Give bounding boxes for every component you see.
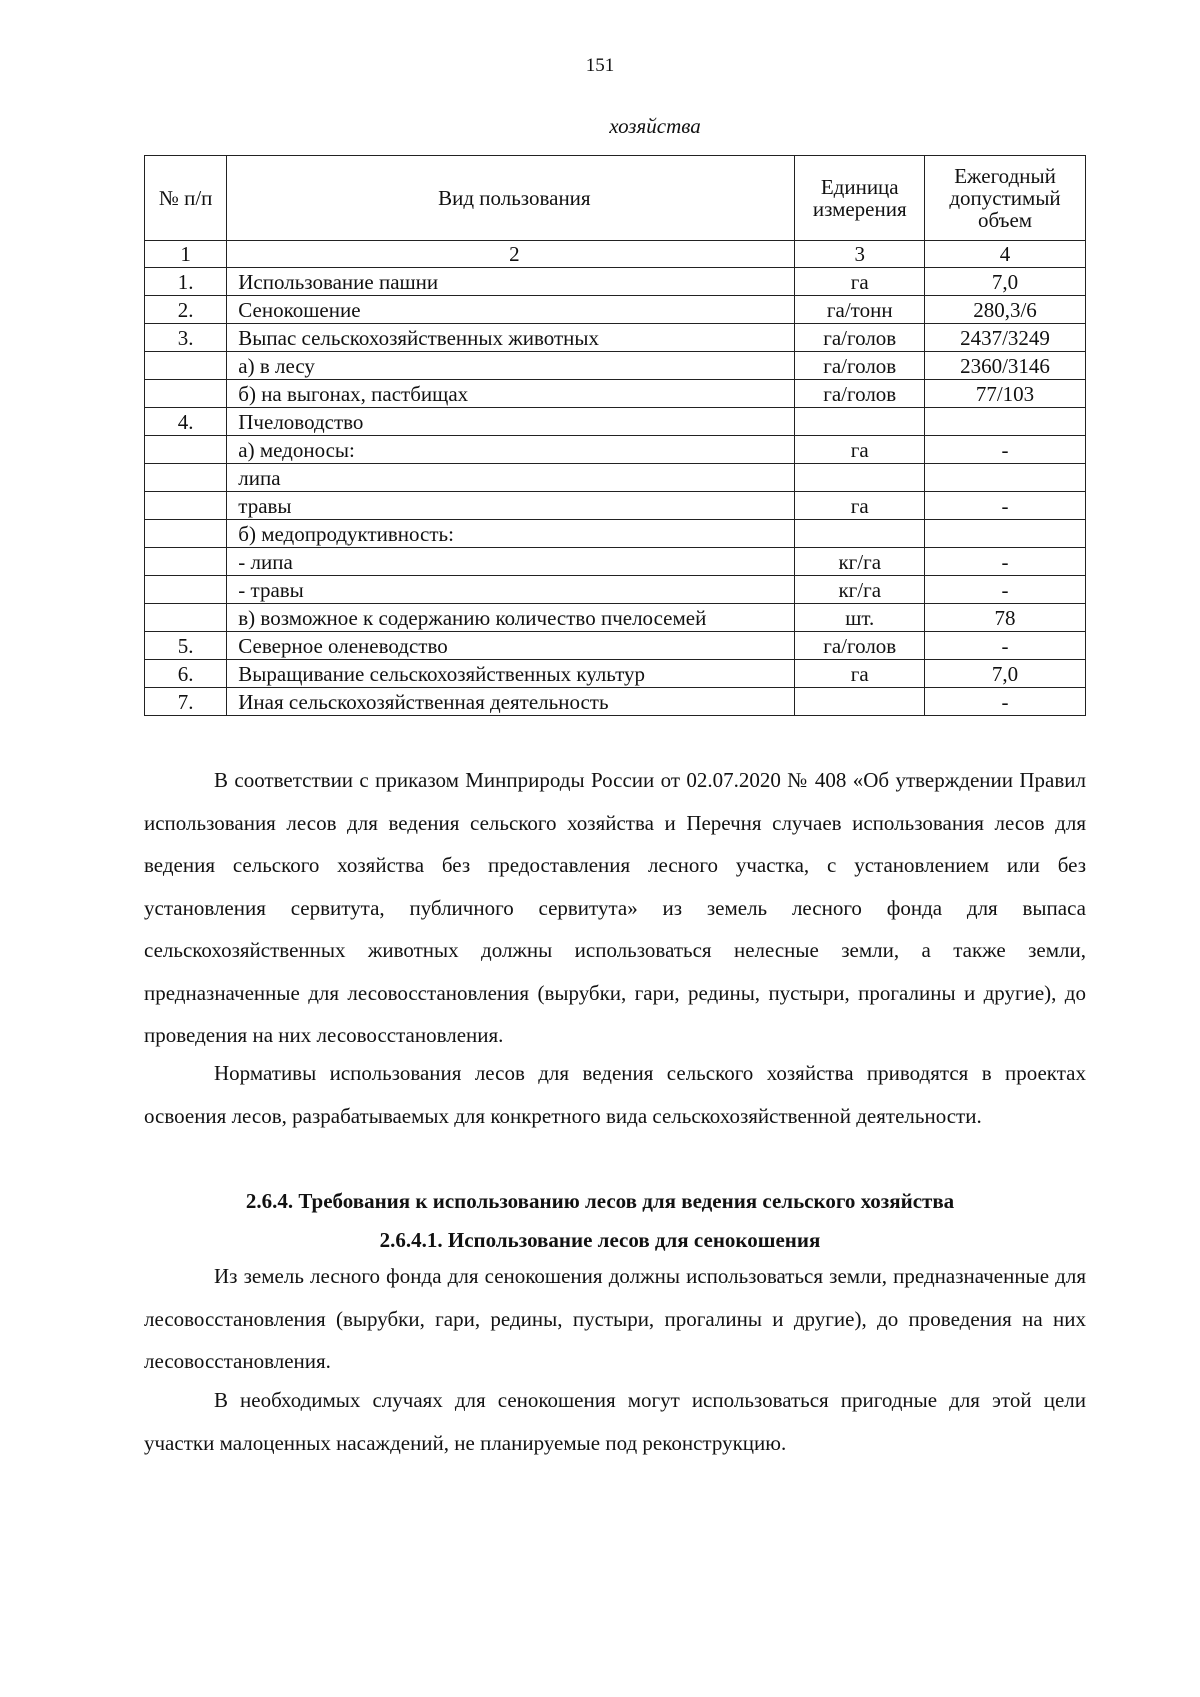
row-name-cell: в) возможное к содержанию количество пчелосемей — [227, 604, 795, 632]
row-number-cell — [145, 576, 227, 604]
row-unit-cell — [795, 408, 925, 436]
column-number: 4 — [925, 241, 1086, 268]
row-name-cell: а) в лесу — [227, 352, 795, 380]
table-row — [145, 688, 1086, 716]
row-name-cell: Выпас сельскохозяйственных животных — [227, 324, 795, 352]
row-number-cell — [145, 352, 227, 380]
row-unit-cell: га/голов — [795, 324, 925, 352]
row-unit-cell — [795, 464, 925, 492]
row-volume-cell: - — [925, 492, 1086, 520]
table-body — [145, 268, 1086, 716]
paragraph-text: В необходимых случаях для сенокошения могут использоваться пригодные для этой цели участки малоценных насаждений, не планируемые под реконструкцию. — [144, 1388, 1086, 1455]
row-name-cell: а) медоносы: — [227, 436, 795, 464]
row-name-cell: Северное оленеводство — [227, 632, 795, 660]
section-heading: 2.6.4. Требования к использованию лесов для ведения сельского хозяйства — [245, 1189, 955, 1213]
row-unit-cell: га/голов — [795, 352, 925, 380]
row-unit-cell: кг/га — [795, 576, 925, 604]
row-number-cell — [145, 520, 227, 548]
row-volume-cell: - — [925, 632, 1086, 660]
row-volume-cell: 77/103 — [925, 380, 1086, 408]
table-header-row — [145, 156, 1086, 241]
row-number-cell: 2. — [145, 296, 227, 324]
row-volume-cell: - — [925, 576, 1086, 604]
row-name-cell: травы — [227, 492, 795, 520]
row-volume-cell: 7,0 — [925, 660, 1086, 688]
column-number: 1 — [145, 241, 227, 268]
column-numbers-row — [145, 241, 1086, 268]
row-name-cell: б) медопродуктивность: — [227, 520, 795, 548]
paragraph-text: Из земель лесного фонда для сенокошения должны использоваться земли, предназначенные для лесовосстановления (вырубки, гари, редины, пустыри, прогалины и другие), до проведения на них лесовосстановления. — [144, 1264, 1086, 1373]
paragraph-2 — [144, 1052, 1086, 1137]
subsection-heading: 2.6.4.1. Использование лесов для сенокошения — [379, 1228, 821, 1252]
row-number-cell: 3. — [145, 324, 227, 352]
row-name-cell: Выращивание сельскохозяйственных культур — [227, 660, 795, 688]
row-unit-cell: га/голов — [795, 632, 925, 660]
row-unit-cell — [795, 520, 925, 548]
row-number-cell — [145, 548, 227, 576]
row-name-cell: липа — [227, 464, 795, 492]
column-number: 3 — [795, 241, 925, 268]
row-number-cell: 4. — [145, 408, 227, 436]
row-volume-cell: 2360/3146 — [925, 352, 1086, 380]
row-unit-cell: га — [795, 660, 925, 688]
row-volume-cell — [925, 464, 1086, 492]
row-unit-cell: га/тонн — [795, 296, 925, 324]
row-unit-cell: га — [795, 492, 925, 520]
row-volume-cell: 280,3/6 — [925, 296, 1086, 324]
row-volume-cell: 78 — [925, 604, 1086, 632]
row-number-cell — [145, 380, 227, 408]
page-number: 151 — [585, 55, 615, 76]
row-number-cell — [145, 464, 227, 492]
table-row — [145, 408, 1086, 436]
table-row — [145, 660, 1086, 688]
paragraph-text: Нормативы использования лесов для ведения сельского хозяйства приводятся в проектах освоения лесов, разрабатываемых для конкретного вида сельскохозяйственной деятельности. — [144, 1061, 1086, 1128]
row-name-cell: Пчеловодство — [227, 408, 795, 436]
row-number-cell: 1. — [145, 268, 227, 296]
row-volume-cell: - — [925, 548, 1086, 576]
table-row — [145, 268, 1086, 296]
header-num: № п/п — [145, 156, 227, 241]
row-number-cell — [145, 492, 227, 520]
table-row — [145, 604, 1086, 632]
row-unit-cell: шт. — [795, 604, 925, 632]
table-caption: хозяйства — [609, 114, 701, 138]
row-name-cell: Сенокошение — [227, 296, 795, 324]
table-row — [145, 576, 1086, 604]
row-unit-cell: кг/га — [795, 548, 925, 576]
row-name-cell: - травы — [227, 576, 795, 604]
paragraph-3 — [144, 1255, 1086, 1383]
row-unit-cell — [795, 688, 925, 716]
header-name: Вид пользования — [227, 156, 795, 241]
header-volume: Ежегодный допустимый объем — [925, 156, 1086, 241]
row-volume-cell: - — [925, 436, 1086, 464]
row-number-cell: 6. — [145, 660, 227, 688]
paragraph-4 — [144, 1379, 1086, 1464]
table-row — [145, 380, 1086, 408]
row-unit-cell: га/голов — [795, 380, 925, 408]
table-row — [145, 464, 1086, 492]
paragraph-text: В соответствии с приказом Минприроды России от 02.07.2020 № 408 «Об утверждении Правил использования лесов для ведения сельского хозяйства и Перечня случаев использования лесов для ведения сельского хозяйства без предоставления лесного участка, с установлением или без установления сервитута, публичного сервитута» из земель лесного фонда для выпаса сельскохозяйственных животных должны использоваться нелесные земли, а также земли, предназначенные для лесовосстановления (вырубки, гари, редины, пустыри, прогалины и другие), до проведения на них лесовосстановления. — [144, 768, 1086, 1047]
row-name-cell: - липа — [227, 548, 795, 576]
row-unit-cell: га — [795, 268, 925, 296]
table-row — [145, 632, 1086, 660]
table-row — [145, 548, 1086, 576]
table-row — [145, 296, 1086, 324]
table-row — [145, 436, 1086, 464]
forest-usage-table — [144, 155, 1086, 716]
row-volume-cell — [925, 520, 1086, 548]
row-volume-cell: - — [925, 688, 1086, 716]
table-row — [145, 492, 1086, 520]
paragraph-1 — [144, 759, 1086, 1057]
row-volume-cell — [925, 408, 1086, 436]
row-volume-cell: 7,0 — [925, 268, 1086, 296]
row-number-cell — [145, 436, 227, 464]
row-name-cell: б) на выгонах, пастбищах — [227, 380, 795, 408]
table-row — [145, 520, 1086, 548]
row-volume-cell: 2437/3249 — [925, 324, 1086, 352]
row-name-cell: Использование пашни — [227, 268, 795, 296]
row-number-cell: 5. — [145, 632, 227, 660]
header-unit: Единица измерения — [795, 156, 925, 241]
row-unit-cell: га — [795, 436, 925, 464]
row-number-cell — [145, 604, 227, 632]
table-row — [145, 352, 1086, 380]
column-number: 2 — [227, 241, 795, 268]
row-name-cell: Иная сельскохозяйственная деятельность — [227, 688, 795, 716]
table-row — [145, 324, 1086, 352]
row-number-cell: 7. — [145, 688, 227, 716]
